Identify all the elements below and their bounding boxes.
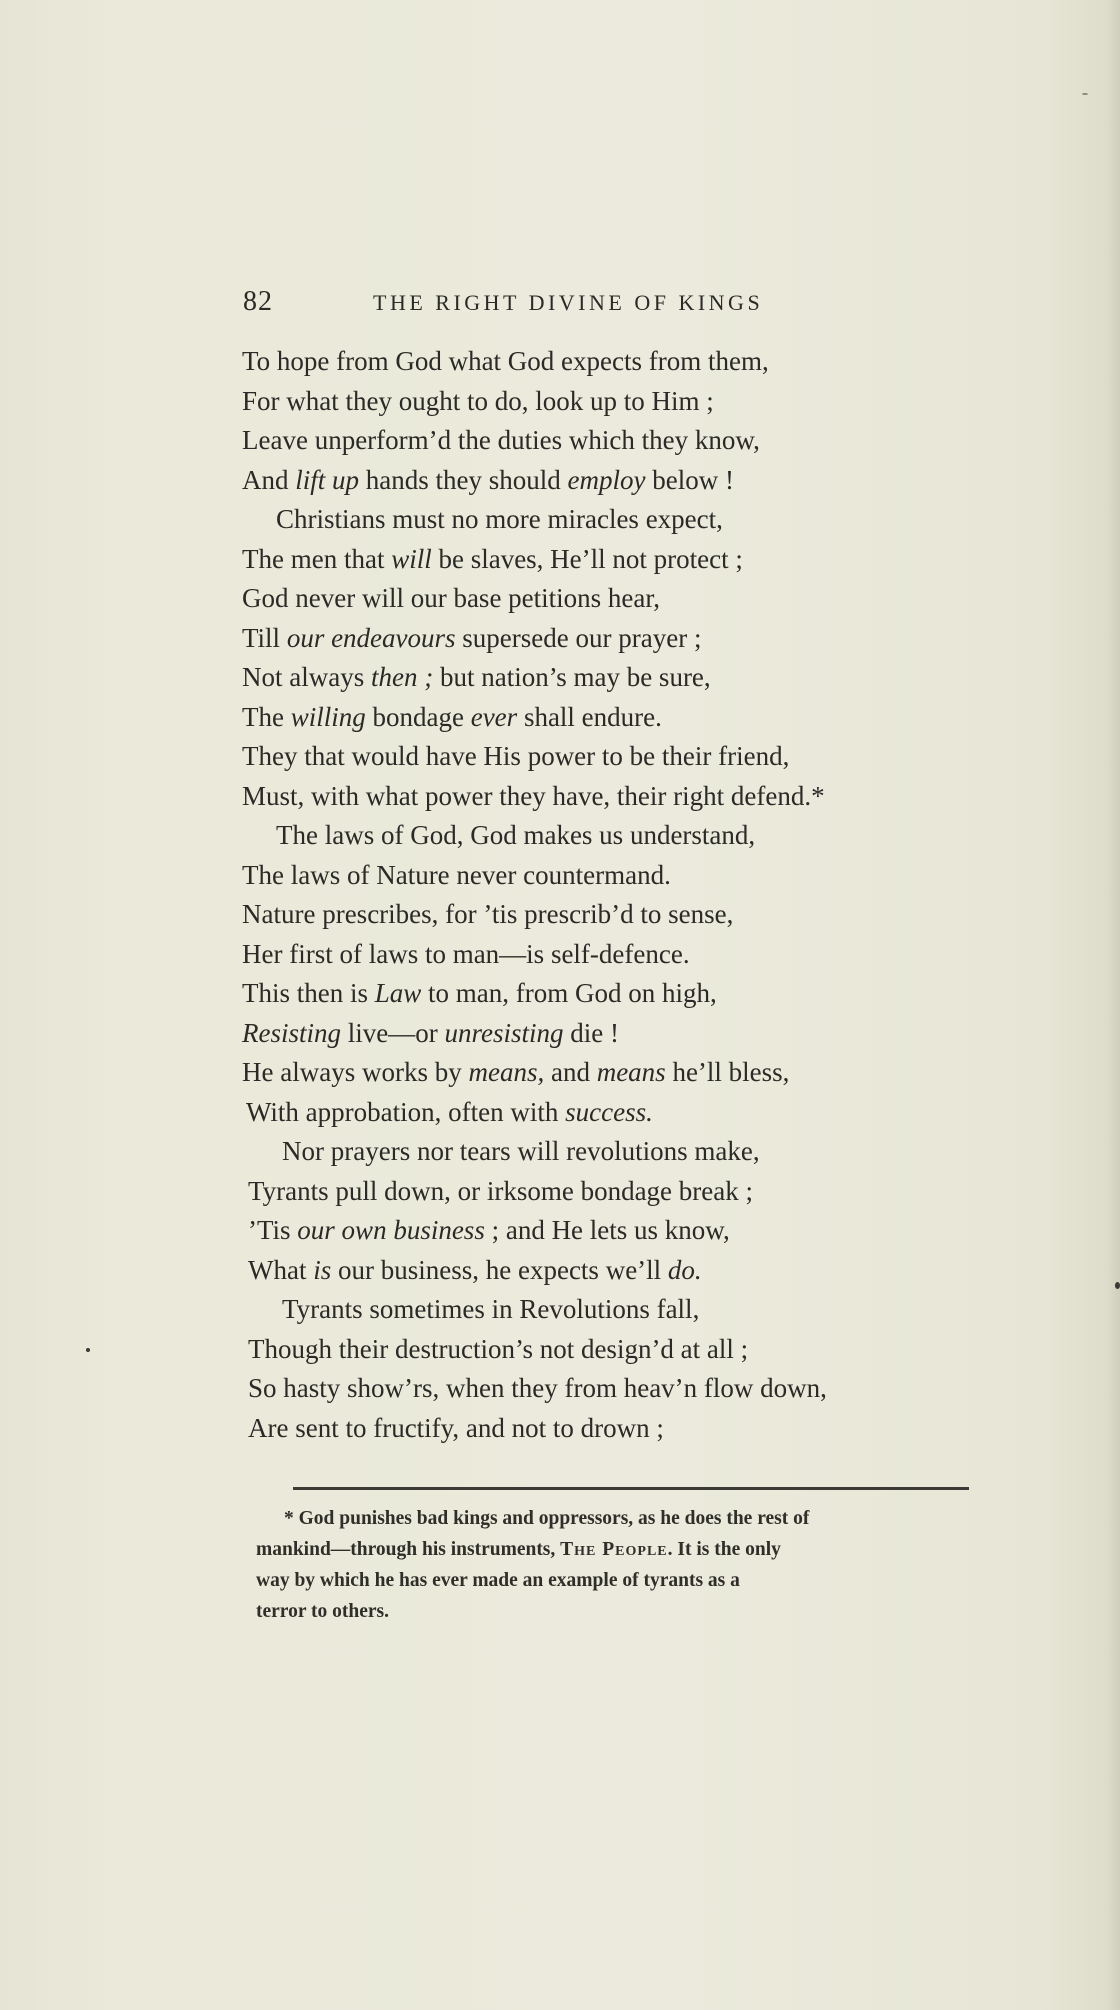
poem-line <box>242 1290 982 1330</box>
poem-line <box>242 895 982 935</box>
poem-line <box>242 382 982 422</box>
italic-text: lift up <box>295 464 360 495</box>
footnote-line: terror to others. <box>256 1601 390 1622</box>
text-segment: The laws of God, God makes us understand, <box>276 820 756 850</box>
running-head: THE RIGHT DIVINE OF KINGS <box>373 290 764 315</box>
poem-line <box>242 737 982 777</box>
text-segment: below ! <box>645 464 734 495</box>
poem-line <box>242 698 982 738</box>
footnote-line <box>256 1534 986 1565</box>
footnote-line: * God punishes bad kings and oppressors, as he does the rest of <box>284 1508 810 1529</box>
text-segment: he’ll bless, <box>665 1057 790 1087</box>
text-segment: Nature prescribes, for ’tis prescrib’d to sense, <box>242 899 734 929</box>
poem-line <box>242 461 982 501</box>
text-segment: With approbation, often with <box>246 1096 566 1127</box>
footnote-text: . It is the only <box>667 1539 781 1560</box>
text-segment: Christians must no more miracles expect, <box>276 504 723 534</box>
text-segment: Till <box>242 622 287 653</box>
italic-text: do. <box>667 1254 702 1285</box>
ink-speck <box>1082 93 1088 95</box>
text-segment: hands they should <box>359 464 568 495</box>
poem-line <box>242 1053 982 1093</box>
text-segment: The laws of Nature never countermand. <box>242 859 671 890</box>
text-segment: supersede our prayer ; <box>455 622 702 653</box>
text-segment: be slaves, He’ll not protect ; <box>431 543 743 574</box>
italic-text: ever <box>470 701 518 732</box>
text-segment: Must, with what power they have, their right defend.* <box>242 780 825 811</box>
text-segment: And <box>242 464 296 495</box>
poem-line <box>242 974 982 1014</box>
text-segment: but nation’s may be sure, <box>433 662 711 692</box>
text-segment: bondage <box>365 701 471 732</box>
text-segment: Though their destruction’s not design’d at all ; <box>248 1333 749 1364</box>
text-segment: live—or <box>341 1017 445 1048</box>
poem-line <box>242 1330 982 1370</box>
italic-text: unresisting <box>444 1017 564 1048</box>
footnote-line: way by which he has ever made an example of tyrants as a <box>256 1570 740 1591</box>
poem-line <box>242 1132 982 1172</box>
italic-text: our own business <box>297 1215 485 1245</box>
text-segment: This then is <box>242 978 375 1008</box>
text-segment: Leave unperform’d the duties which they know, <box>242 425 760 455</box>
poem-line <box>242 421 982 461</box>
italic-text: Resisting <box>242 1017 341 1048</box>
text-segment: and <box>544 1057 597 1087</box>
italic-text: success. <box>565 1096 653 1127</box>
italic-text: willing <box>290 701 366 732</box>
poem-line <box>242 777 982 817</box>
text-segment: to man, from God on high, <box>421 978 717 1008</box>
poem-line <box>242 500 982 540</box>
poem-line <box>242 1251 982 1291</box>
footnote <box>256 1503 986 1627</box>
footnote-the-people: The People <box>560 1539 668 1560</box>
poem-line <box>242 1409 982 1449</box>
text-segment: our business, he expects we’ll <box>331 1254 668 1285</box>
text-segment: Tyrants pull down, or irksome bondage break ; <box>248 1175 753 1206</box>
poem-line <box>242 342 982 382</box>
text-segment: He always works by <box>242 1057 469 1087</box>
italic-text: means, <box>468 1057 545 1087</box>
text-segment: So hasty show’rs, when they from heav’n flow down, <box>248 1373 827 1403</box>
italic-text: means <box>596 1057 666 1087</box>
page-edge-shadow <box>1106 0 1120 2010</box>
ink-speck <box>1115 1282 1120 1289</box>
italic-text: our endeavours <box>286 622 456 653</box>
italic-text: then ; <box>370 662 434 692</box>
italic-text: Law <box>374 978 422 1008</box>
italic-text: is <box>313 1254 332 1285</box>
text-segment: God never will our base petitions hear, <box>242 583 661 613</box>
text-segment: shall endure. <box>517 701 662 732</box>
text-segment: The <box>242 701 291 732</box>
poem-line <box>242 935 982 975</box>
poem-line <box>242 1172 982 1212</box>
text-segment: What <box>248 1254 314 1285</box>
poem-line <box>242 619 982 659</box>
footnote-divider <box>293 1487 969 1490</box>
poem-text <box>242 342 982 1448</box>
text-segment: They that would have His power to be their friend, <box>242 741 790 771</box>
footnote-text: mankind—through his instruments, <box>256 1539 561 1560</box>
text-segment: Nor prayers nor tears will revolutions make, <box>282 1136 760 1166</box>
page-number: 82 <box>243 286 273 317</box>
poem-line <box>242 540 982 580</box>
italic-text: will <box>391 543 432 574</box>
text-segment: ’Tis <box>248 1215 298 1245</box>
poem-line <box>242 658 982 698</box>
text-segment: Are sent to fructify, and not to drown ; <box>248 1412 664 1443</box>
poem-line <box>242 1014 982 1054</box>
text-segment: Not always <box>242 662 371 692</box>
text-segment: To hope from God what God expects from them, <box>242 346 769 376</box>
text-segment: The men that <box>242 543 392 574</box>
italic-text: employ <box>567 464 646 495</box>
text-segment: Her first of laws to man—is self-defence. <box>242 938 690 969</box>
text-segment: For what they ought to do, look up to Him ; <box>242 385 714 416</box>
page-header <box>243 286 843 326</box>
poem-line <box>242 816 982 856</box>
poem-line <box>242 1369 982 1409</box>
text-segment: Tyrants sometimes in Revolutions fall, <box>282 1294 700 1324</box>
poem-line <box>242 856 982 896</box>
ink-speck <box>86 1348 90 1352</box>
text-segment: die ! <box>563 1017 619 1048</box>
text-segment: ; and He lets us know, <box>484 1215 730 1245</box>
poem-line <box>242 1093 982 1133</box>
poem-line <box>242 579 982 619</box>
poem-line <box>242 1211 982 1251</box>
